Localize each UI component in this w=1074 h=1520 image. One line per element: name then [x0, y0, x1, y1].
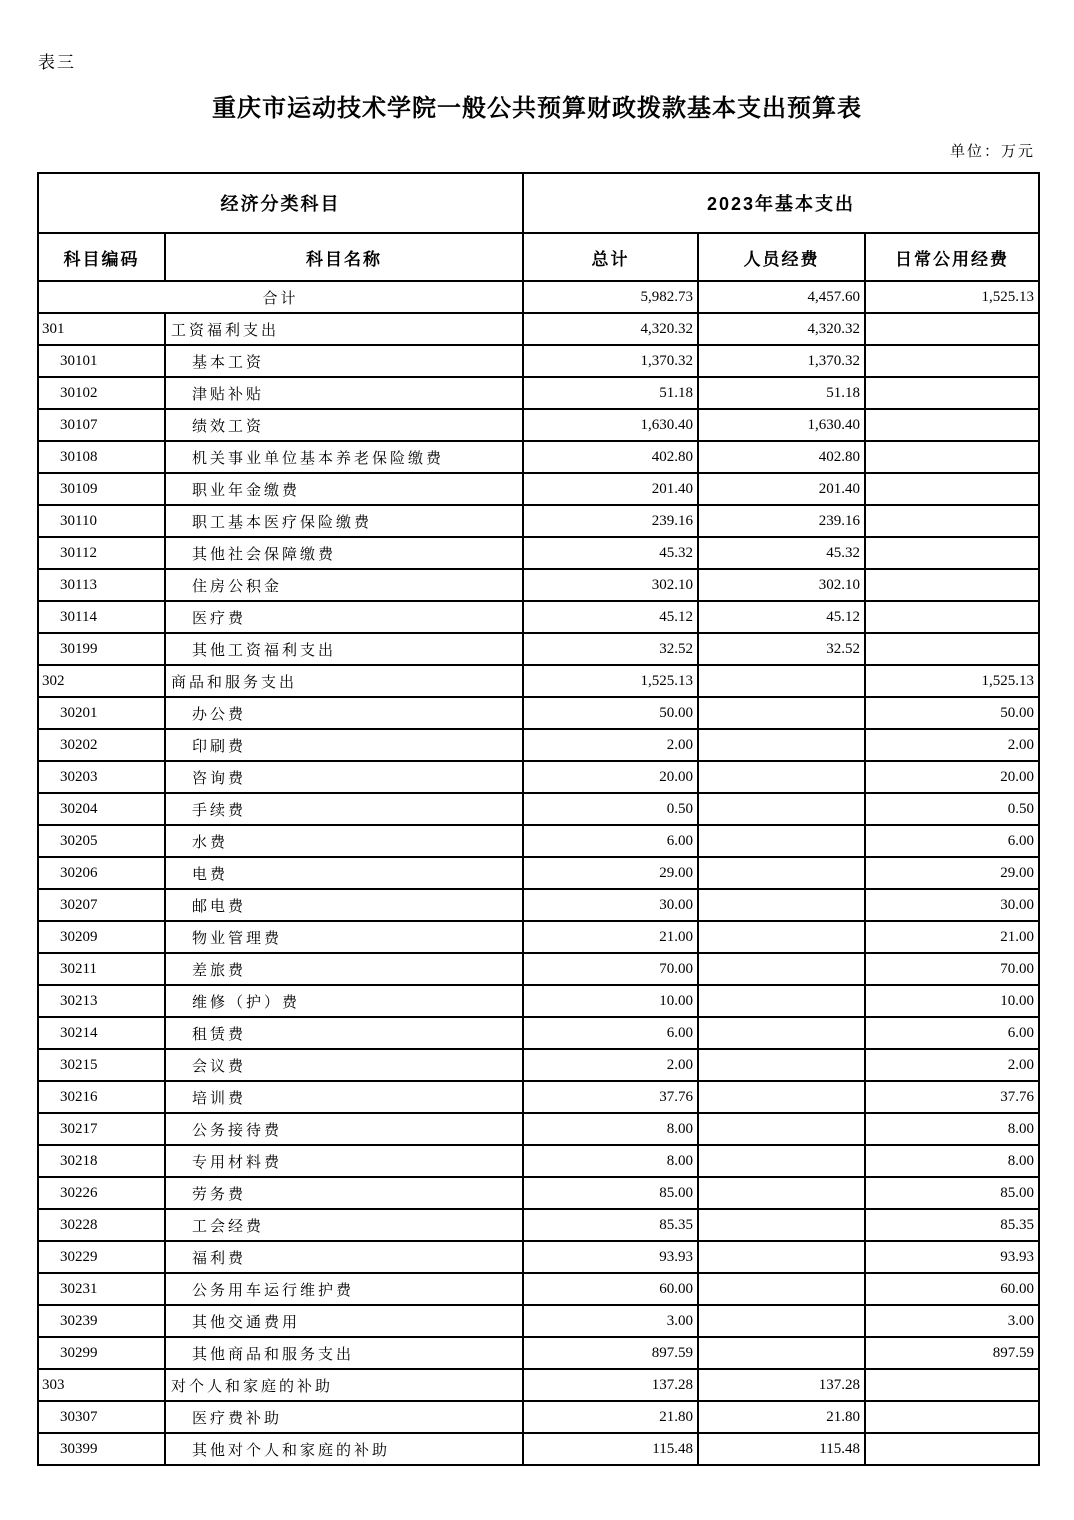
cell-subject-code: 30216 [38, 1081, 165, 1113]
table-header [38, 173, 1039, 281]
cell-total: 1,370.32 [523, 345, 698, 377]
cell-total: 2.00 [523, 1049, 698, 1081]
cell-subject-name: 医疗费补助 [165, 1401, 523, 1433]
table-row [38, 409, 1039, 441]
cell-daily-public-funds [865, 601, 1039, 633]
cell-subject-code: 301 [38, 313, 165, 345]
cell-personnel-funds [698, 793, 865, 825]
cell-daily-public-funds: 85.00 [865, 1177, 1039, 1209]
cell-subject-code: 30108 [38, 441, 165, 473]
cell-subject-name: 劳务费 [165, 1177, 523, 1209]
cell-personnel-funds [698, 889, 865, 921]
cell-personnel-funds [698, 729, 865, 761]
cell-subject-name: 机关事业单位基本养老保险缴费 [165, 441, 523, 473]
cell-subject-code: 30203 [38, 761, 165, 793]
cell-total: 239.16 [523, 505, 698, 537]
cell-total: 0.50 [523, 793, 698, 825]
table-row [38, 1113, 1039, 1145]
cell-subject-code: 30231 [38, 1273, 165, 1305]
cell-subject-code: 30114 [38, 601, 165, 633]
cell-subject-name: 绩效工资 [165, 409, 523, 441]
table-row [38, 633, 1039, 665]
cell-total: 85.35 [523, 1209, 698, 1241]
cell-subject-name: 专用材料费 [165, 1145, 523, 1177]
cell-total: 6.00 [523, 1017, 698, 1049]
cell-subject-name: 手续费 [165, 793, 523, 825]
cell-daily-public-funds: 21.00 [865, 921, 1039, 953]
cell-personnel-funds [698, 953, 865, 985]
cell-subject-name: 培训费 [165, 1081, 523, 1113]
table-body [38, 281, 1039, 1465]
table-row [38, 377, 1039, 409]
cell-subject-name: 其他工资福利支出 [165, 633, 523, 665]
cell-daily-public-funds: 6.00 [865, 825, 1039, 857]
table-row [38, 569, 1039, 601]
cell-subject-code: 30228 [38, 1209, 165, 1241]
cell-daily-public-funds: 0.50 [865, 793, 1039, 825]
cell-total: 115.48 [523, 1433, 698, 1465]
cell-total: 897.59 [523, 1337, 698, 1369]
cell-subject-name: 会议费 [165, 1049, 523, 1081]
cell-total: 50.00 [523, 697, 698, 729]
cell-total: 302.10 [523, 569, 698, 601]
cell-subject-name: 维修（护）费 [165, 985, 523, 1017]
header-2023-basic-expenditure: 2023年基本支出 [523, 173, 1039, 233]
cell-total: 37.76 [523, 1081, 698, 1113]
cell-personnel-funds [698, 1177, 865, 1209]
col-header-daily-public-funds: 日常公用经费 [865, 233, 1039, 281]
cell-daily-public-funds [865, 633, 1039, 665]
cell-daily-public-funds [865, 1433, 1039, 1465]
cell-subject-name: 工会经费 [165, 1209, 523, 1241]
cell-daily-public-funds [865, 409, 1039, 441]
cell-subject-code: 30229 [38, 1241, 165, 1273]
cell-subject-name: 职工基本医疗保险缴费 [165, 505, 523, 537]
cell-personnel-funds [698, 697, 865, 729]
table-row [38, 505, 1039, 537]
unit-note: 单位：万元 [949, 144, 1035, 160]
cell-total: 60.00 [523, 1273, 698, 1305]
cell-subject-code: 302 [38, 665, 165, 697]
cell-subject-name: 职业年金缴费 [165, 473, 523, 505]
cell-subject-name: 其他商品和服务支出 [165, 1337, 523, 1369]
cell-subject-name: 津贴补贴 [165, 377, 523, 409]
cell-subject-name: 工资福利支出 [165, 313, 523, 345]
cell-daily-public-funds: 29.00 [865, 857, 1039, 889]
cell-subject-name: 其他社会保障缴费 [165, 537, 523, 569]
cell-daily-public-funds: 85.35 [865, 1209, 1039, 1241]
cell-total: 8.00 [523, 1113, 698, 1145]
col-header-subject-code: 科目编码 [38, 233, 165, 281]
table-row [38, 761, 1039, 793]
cell-personnel-funds [698, 1145, 865, 1177]
cell-total: 29.00 [523, 857, 698, 889]
cell-total: 6.00 [523, 825, 698, 857]
cell-personnel-funds [698, 1305, 865, 1337]
cell-subject-name: 印刷费 [165, 729, 523, 761]
cell-total: 10.00 [523, 985, 698, 1017]
cell-total: 402.80 [523, 441, 698, 473]
table-row [38, 1081, 1039, 1113]
cell-daily-public-funds: 8.00 [865, 1145, 1039, 1177]
cell-daily-public-funds: 8.00 [865, 1113, 1039, 1145]
table-row [38, 825, 1039, 857]
table-row [38, 1241, 1039, 1273]
cell-total: 32.52 [523, 633, 698, 665]
cell-subject-code: 30307 [38, 1401, 165, 1433]
cell-personnel-funds: 4,320.32 [698, 313, 865, 345]
cell-personnel-funds: 1,630.40 [698, 409, 865, 441]
budget-table [37, 172, 1040, 1466]
cell-daily-public-funds: 50.00 [865, 697, 1039, 729]
cell-subject-name: 其他交通费用 [165, 1305, 523, 1337]
table-row [38, 665, 1039, 697]
cell-subject-name: 公务用车运行维护费 [165, 1273, 523, 1305]
cell-subject-code: 30204 [38, 793, 165, 825]
col-header-total: 总计 [523, 233, 698, 281]
table-number-label: 表三 [38, 53, 76, 72]
table-row [38, 313, 1039, 345]
header-columns-row [38, 233, 1039, 281]
table-row [38, 1049, 1039, 1081]
table-row [38, 601, 1039, 633]
cell-daily-public-funds: 2.00 [865, 729, 1039, 761]
cell-subject-code: 30239 [38, 1305, 165, 1337]
table-row [38, 1337, 1039, 1369]
cell-personnel-funds: 201.40 [698, 473, 865, 505]
table-row [38, 985, 1039, 1017]
cell-subject-name: 电费 [165, 857, 523, 889]
cell-subject-name: 福利费 [165, 1241, 523, 1273]
page-title: 重庆市运动技术学院一般公共预算财政拨款基本支出预算表 [212, 96, 862, 122]
cell-total: 20.00 [523, 761, 698, 793]
cell-daily-public-funds [865, 377, 1039, 409]
cell-subject-code: 30205 [38, 825, 165, 857]
table-row [38, 1017, 1039, 1049]
table-row [38, 921, 1039, 953]
cell-subject-code: 30218 [38, 1145, 165, 1177]
cell-personnel-funds [698, 761, 865, 793]
cell-subject-name: 租赁费 [165, 1017, 523, 1049]
cell-subject-name: 医疗费 [165, 601, 523, 633]
table-row [38, 889, 1039, 921]
cell-total: 51.18 [523, 377, 698, 409]
cell-personnel-funds [698, 1337, 865, 1369]
cell-total: 201.40 [523, 473, 698, 505]
cell-personnel-funds: 115.48 [698, 1433, 865, 1465]
cell-personnel-funds [698, 1017, 865, 1049]
table-row [38, 793, 1039, 825]
cell-subject-code: 30206 [38, 857, 165, 889]
cell-subject-name: 办公费 [165, 697, 523, 729]
cell-subject-code: 30211 [38, 953, 165, 985]
total-row-daily: 1,525.13 [865, 281, 1039, 313]
cell-daily-public-funds: 93.93 [865, 1241, 1039, 1273]
table-row [38, 1401, 1039, 1433]
col-header-personnel-funds: 人员经费 [698, 233, 865, 281]
cell-daily-public-funds [865, 441, 1039, 473]
table-row [38, 537, 1039, 569]
cell-subject-name: 商品和服务支出 [165, 665, 523, 697]
cell-subject-code: 30113 [38, 569, 165, 601]
table-row [38, 953, 1039, 985]
table-row [38, 857, 1039, 889]
cell-personnel-funds: 302.10 [698, 569, 865, 601]
cell-daily-public-funds [865, 473, 1039, 505]
cell-total: 2.00 [523, 729, 698, 761]
cell-subject-code: 30399 [38, 1433, 165, 1465]
table-row [38, 345, 1039, 377]
cell-personnel-funds [698, 665, 865, 697]
cell-daily-public-funds: 30.00 [865, 889, 1039, 921]
table-row [38, 729, 1039, 761]
cell-personnel-funds [698, 1049, 865, 1081]
cell-subject-code: 30110 [38, 505, 165, 537]
total-row-personnel: 4,457.60 [698, 281, 865, 313]
cell-subject-code: 30109 [38, 473, 165, 505]
cell-personnel-funds [698, 857, 865, 889]
cell-daily-public-funds [865, 345, 1039, 377]
cell-subject-code: 30201 [38, 697, 165, 729]
cell-personnel-funds [698, 985, 865, 1017]
cell-personnel-funds: 51.18 [698, 377, 865, 409]
header-group-row [38, 173, 1039, 233]
cell-personnel-funds: 137.28 [698, 1369, 865, 1401]
cell-total: 45.32 [523, 537, 698, 569]
cell-daily-public-funds: 70.00 [865, 953, 1039, 985]
cell-total: 4,320.32 [523, 313, 698, 345]
cell-subject-name: 对个人和家庭的补助 [165, 1369, 523, 1401]
cell-total: 70.00 [523, 953, 698, 985]
cell-subject-name: 差旅费 [165, 953, 523, 985]
table-row [38, 1305, 1039, 1337]
table-row [38, 1273, 1039, 1305]
cell-subject-code: 30207 [38, 889, 165, 921]
cell-personnel-funds: 21.80 [698, 1401, 865, 1433]
cell-daily-public-funds: 6.00 [865, 1017, 1039, 1049]
total-row-label: 合计 [38, 281, 523, 313]
cell-daily-public-funds: 20.00 [865, 761, 1039, 793]
cell-subject-code: 30215 [38, 1049, 165, 1081]
cell-subject-code: 30101 [38, 345, 165, 377]
cell-daily-public-funds [865, 313, 1039, 345]
total-row-total: 5,982.73 [523, 281, 698, 313]
cell-subject-name: 其他对个人和家庭的补助 [165, 1433, 523, 1465]
cell-subject-name: 基本工资 [165, 345, 523, 377]
cell-daily-public-funds [865, 1401, 1039, 1433]
cell-daily-public-funds [865, 537, 1039, 569]
cell-subject-code: 30202 [38, 729, 165, 761]
cell-total: 93.93 [523, 1241, 698, 1273]
cell-personnel-funds [698, 1081, 865, 1113]
header-economic-classification: 经济分类科目 [38, 173, 523, 233]
cell-total: 1,630.40 [523, 409, 698, 441]
cell-subject-code: 30107 [38, 409, 165, 441]
cell-personnel-funds [698, 1209, 865, 1241]
table-row [38, 1177, 1039, 1209]
cell-daily-public-funds [865, 1369, 1039, 1401]
cell-daily-public-funds: 60.00 [865, 1273, 1039, 1305]
cell-subject-name: 水费 [165, 825, 523, 857]
cell-personnel-funds: 239.16 [698, 505, 865, 537]
cell-subject-code: 30102 [38, 377, 165, 409]
cell-subject-name: 公务接待费 [165, 1113, 523, 1145]
cell-subject-name: 咨询费 [165, 761, 523, 793]
table-row [38, 1433, 1039, 1465]
cell-personnel-funds [698, 1113, 865, 1145]
cell-daily-public-funds [865, 505, 1039, 537]
table-row [38, 1369, 1039, 1401]
cell-subject-code: 30213 [38, 985, 165, 1017]
cell-personnel-funds [698, 1241, 865, 1273]
cell-personnel-funds: 45.12 [698, 601, 865, 633]
cell-subject-code: 30217 [38, 1113, 165, 1145]
cell-personnel-funds: 1,370.32 [698, 345, 865, 377]
table-row [38, 441, 1039, 473]
cell-total: 8.00 [523, 1145, 698, 1177]
cell-daily-public-funds: 37.76 [865, 1081, 1039, 1113]
table-row [38, 473, 1039, 505]
cell-daily-public-funds: 10.00 [865, 985, 1039, 1017]
cell-total: 137.28 [523, 1369, 698, 1401]
cell-subject-name: 住房公积金 [165, 569, 523, 601]
cell-personnel-funds: 402.80 [698, 441, 865, 473]
cell-subject-code: 30299 [38, 1337, 165, 1369]
cell-total: 21.00 [523, 921, 698, 953]
cell-subject-code: 30209 [38, 921, 165, 953]
cell-total: 45.12 [523, 601, 698, 633]
cell-subject-code: 30112 [38, 537, 165, 569]
cell-personnel-funds [698, 825, 865, 857]
total-row [38, 281, 1039, 313]
cell-personnel-funds [698, 921, 865, 953]
cell-daily-public-funds: 897.59 [865, 1337, 1039, 1369]
cell-subject-code: 30199 [38, 633, 165, 665]
cell-subject-name: 邮电费 [165, 889, 523, 921]
table-row [38, 1145, 1039, 1177]
cell-total: 3.00 [523, 1305, 698, 1337]
table-row [38, 697, 1039, 729]
cell-daily-public-funds: 3.00 [865, 1305, 1039, 1337]
cell-daily-public-funds [865, 569, 1039, 601]
col-header-subject-name: 科目名称 [165, 233, 523, 281]
cell-daily-public-funds: 1,525.13 [865, 665, 1039, 697]
cell-subject-code: 30214 [38, 1017, 165, 1049]
cell-daily-public-funds: 2.00 [865, 1049, 1039, 1081]
cell-personnel-funds [698, 1273, 865, 1305]
cell-total: 1,525.13 [523, 665, 698, 697]
cell-personnel-funds: 45.32 [698, 537, 865, 569]
cell-subject-code: 30226 [38, 1177, 165, 1209]
cell-subject-name: 物业管理费 [165, 921, 523, 953]
cell-total: 21.80 [523, 1401, 698, 1433]
cell-subject-code: 303 [38, 1369, 165, 1401]
table-row [38, 1209, 1039, 1241]
cell-personnel-funds: 32.52 [698, 633, 865, 665]
cell-total: 30.00 [523, 889, 698, 921]
cell-total: 85.00 [523, 1177, 698, 1209]
